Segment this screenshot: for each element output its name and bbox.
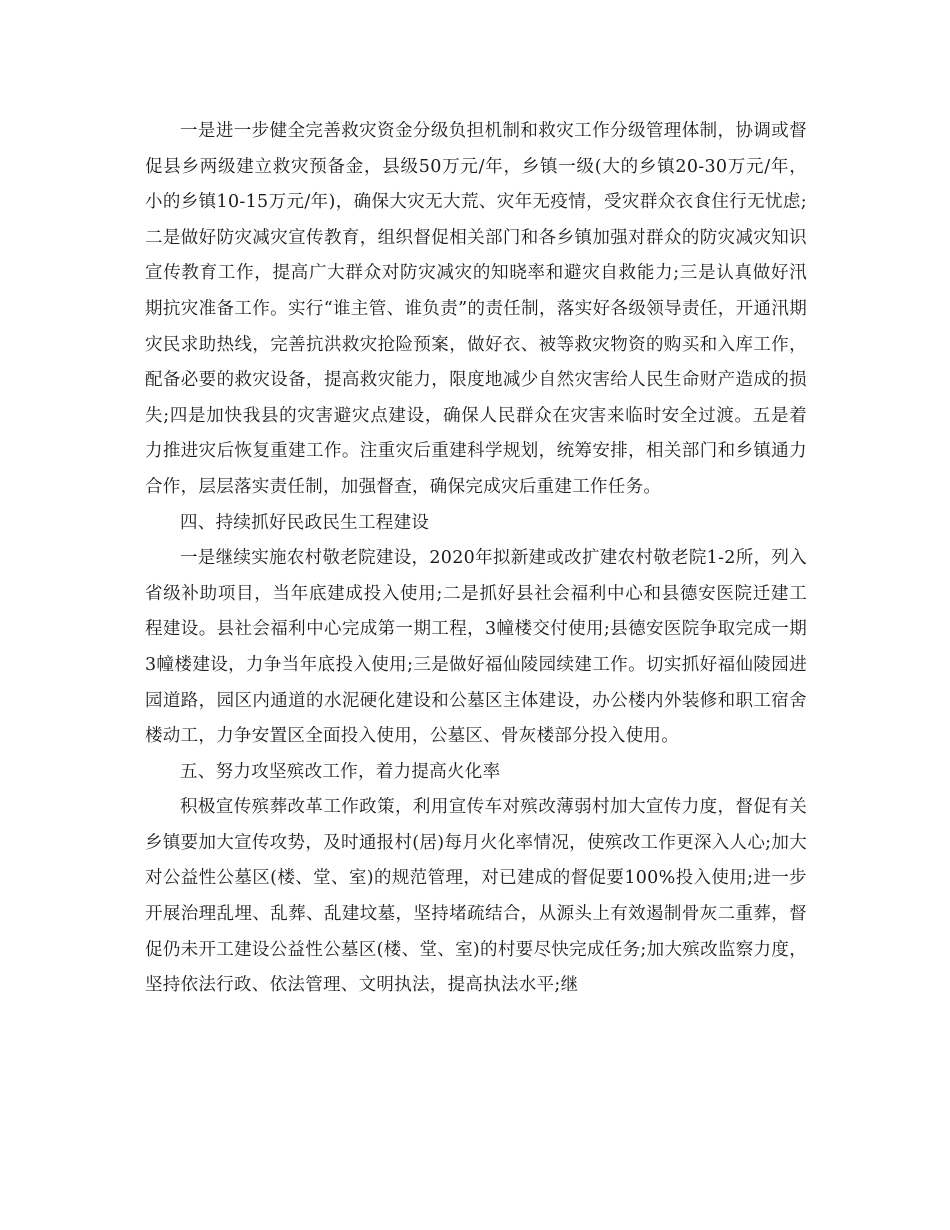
- section-heading-funeral-reform: 五、努力攻坚殡改工作，着力提高火化率: [180, 761, 501, 782]
- document-body: [145, 114, 807, 1004]
- paragraph-nursing-homes: 一是继续实施农村敬老院建设，2020年拟新建或改扩建农村敬老院1-2所，列入省级补助项目，当年底建成投入使用;二是抓好县社会福利中心和县德安医院迁建工程建设。县社会福利中心完成第一期工程，3幢楼交付使用;县德安医院争取完成一期3幢楼建设，力争当年底投入使用;三是做好福仙陵园续建工作。切实抓好福仙陵园进园道路，园区内通道的水泥硬化建设和公墓区主体建设，办公楼内外装修和职工宿舍楼动工，力争安置区全面投入使用，公墓区、骨灰楼部分投入使用。: [145, 548, 807, 747]
- paragraph-disaster-relief: 一是进一步健全完善救灾资金分级负担机制和救灾工作分级管理体制，协调或督促县乡两级建立救灾预备金，县级50万元/年，乡镇一级(大的乡镇20-30万元/年，小的乡镇10-15万元/年)，确保大灾无大荒、灾年无疫情，受灾群众衣食住行无忧虑;二是做好防灾减灾宣传教育，组织督促相关部门和各乡镇加强对群众的防灾减灾知识宣传教育工作，提高广大群众对防灾减灾的知晓率和避灾自救能力;三是认真做好汛期抗灾准备工作。实行“谁主管、谁负责”的责任制，落实好各级领导责任，开通汛期灾民求助热线，完善抗洪救灾抢险预案，做好衣、被等救灾物资的购买和入库工作，配备必要的救灾设备，提高救灾能力，限度地减少自然灾害给人民生命财产造成的损失;四是加快我县的灾害避灾点建设，确保人民群众在灾害来临时安全过渡。五是着力推进灾后恢复重建工作。注重灾后重建科学规划，统筹安排，相关部门和乡镇通力合作，层层落实责任制，加强督查，确保完成灾后重建工作任务。: [145, 121, 807, 497]
- paragraph-funeral-reform: 积极宣传殡葬改革工作政策，利用宣传车对殡改薄弱村加大宣传力度，督促有关乡镇要加大宣传攻势，及时通报村(居)每月火化率情况，使殡改工作更深入人心;加大对公益性公墓区(楼、堂、室)的规范管理，对已建成的督促要100%投入使用;进一步开展治理乱埋、乱葬、乱建坟墓，坚持堵疏结合，从源头上有效遏制骨灰二重葬，督促仍未开工建设公益性公墓区(楼、堂、室)的村要尽快完成任务;加大殡改监察力度，坚持依法行政、依法管理、文明执法，提高执法水平;继: [145, 797, 807, 996]
- section-heading-civil-affairs-projects: 四、持续抓好民政民生工程建设: [180, 512, 430, 533]
